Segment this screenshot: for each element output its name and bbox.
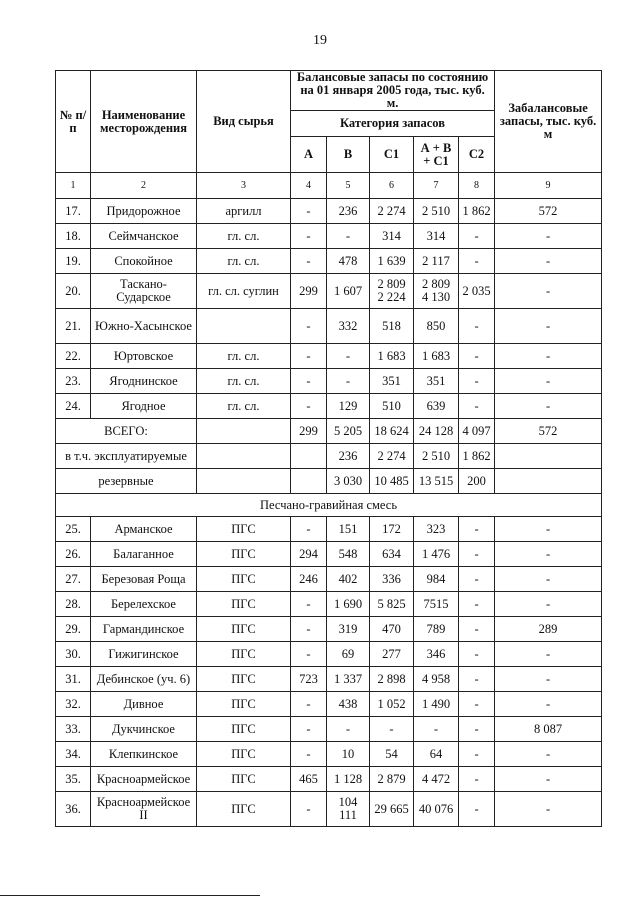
column-index: 6 [370, 173, 414, 199]
reserve-b: 151 [327, 517, 370, 542]
summary-a [291, 469, 327, 494]
header-deposit-name: Наименование месторождения [91, 71, 197, 173]
reserve-c1: 510 [370, 394, 414, 419]
reserve-c2: - [459, 517, 495, 542]
summary-section [56, 419, 602, 494]
row-number: 17. [56, 199, 91, 224]
deposit-name: Южно-Хасынское [91, 309, 197, 344]
reserve-abc1: 40 076 [414, 792, 459, 827]
deposit-name: Красноармейское II [91, 792, 197, 827]
table-row [56, 394, 602, 419]
material-type: ПГС [197, 642, 291, 667]
deposit-name: Сеймчанское [91, 224, 197, 249]
summary-b: 5 205 [327, 419, 370, 444]
reserve-c1: 29 665 [370, 792, 414, 827]
deposit-name: Юртовское [91, 344, 197, 369]
material-type: ПГС [197, 567, 291, 592]
deposit-name: Красноармейское [91, 767, 197, 792]
table-row [56, 617, 602, 642]
deposit-name: Придорожное [91, 199, 197, 224]
summary-abc1: 2 510 [414, 444, 459, 469]
header-cat-c2: С2 [459, 137, 495, 173]
table-row [56, 742, 602, 767]
material-type: ПГС [197, 792, 291, 827]
deposit-name: Дукчинское [91, 717, 197, 742]
header-cat-b: В [327, 137, 370, 173]
row-number: 22. [56, 344, 91, 369]
off-balance-reserve: - [495, 249, 602, 274]
summary-off-balance [495, 469, 602, 494]
deposit-name: Балаганное [91, 542, 197, 567]
summary-empty-cell [197, 444, 291, 469]
reserve-b: 1 607 [327, 274, 370, 309]
header-num: № п/п [56, 71, 91, 173]
reserve-c1: 2 274 [370, 199, 414, 224]
summary-abc1: 13 515 [414, 469, 459, 494]
table-row [56, 274, 602, 309]
table-row [56, 692, 602, 717]
material-type: ПГС [197, 717, 291, 742]
reserve-c1: 5 825 [370, 592, 414, 617]
reserve-c2: - [459, 249, 495, 274]
off-balance-reserve: 572 [495, 199, 602, 224]
reserve-c1: 1 683 [370, 344, 414, 369]
column-index: 7 [414, 173, 459, 199]
reserve-c2: - [459, 642, 495, 667]
row-number: 33. [56, 717, 91, 742]
reserve-c1: 277 [370, 642, 414, 667]
reserve-b: 438 [327, 692, 370, 717]
off-balance-reserve: - [495, 542, 602, 567]
reserve-abc1: 1 476 [414, 542, 459, 567]
row-number: 18. [56, 224, 91, 249]
reserve-abc1: 323 [414, 517, 459, 542]
summary-c1: 2 274 [370, 444, 414, 469]
material-type: аргилл [197, 199, 291, 224]
table-row [56, 199, 602, 224]
off-balance-reserve: - [495, 592, 602, 617]
reserve-abc1: - [414, 717, 459, 742]
table-row [56, 792, 602, 827]
footer-rule [0, 895, 260, 896]
reserve-abc1: 984 [414, 567, 459, 592]
reserve-c2: - [459, 309, 495, 344]
reserve-c1: 1 639 [370, 249, 414, 274]
header-cat-a: А [291, 137, 327, 173]
material-type: гл. сл. [197, 394, 291, 419]
reserve-a: - [291, 199, 327, 224]
reserve-a: - [291, 224, 327, 249]
table-row [56, 767, 602, 792]
reserve-a: 299 [291, 274, 327, 309]
off-balance-reserve: - [495, 309, 602, 344]
summary-empty-cell [197, 419, 291, 444]
reserve-abc1: 789 [414, 617, 459, 642]
column-index: 9 [495, 173, 602, 199]
reserve-c1: 336 [370, 567, 414, 592]
summary-c2: 200 [459, 469, 495, 494]
reserve-b: 69 [327, 642, 370, 667]
reserve-a: - [291, 394, 327, 419]
summary-c1: 18 624 [370, 419, 414, 444]
off-balance-reserve: - [495, 369, 602, 394]
header-cat-abc1: А + В + С1 [414, 137, 459, 173]
material-type: ПГС [197, 767, 291, 792]
reserve-b: 236 [327, 199, 370, 224]
material-type: гл. сл. суглин [197, 274, 291, 309]
header-category: Категория запасов [291, 111, 495, 137]
off-balance-reserve: - [495, 792, 602, 827]
reserve-c2: 2 035 [459, 274, 495, 309]
table-row [56, 542, 602, 567]
reserve-a: - [291, 369, 327, 394]
deposit-name: Дивное [91, 692, 197, 717]
column-index: 4 [291, 173, 327, 199]
section-title: Песчано-гравийная смесь [56, 494, 602, 517]
reserve-a: - [291, 249, 327, 274]
reserve-c1: 54 [370, 742, 414, 767]
reserve-c2: 1 862 [459, 199, 495, 224]
table-row [56, 309, 602, 344]
material-type: ПГС [197, 517, 291, 542]
column-index: 5 [327, 173, 370, 199]
reserve-b: 104 111 [327, 792, 370, 827]
reserve-c1: 634 [370, 542, 414, 567]
reserve-c2: - [459, 717, 495, 742]
summary-off-balance [495, 444, 602, 469]
reserve-b: 478 [327, 249, 370, 274]
row-number: 25. [56, 517, 91, 542]
reserve-b: 402 [327, 567, 370, 592]
reserve-c1: - [370, 717, 414, 742]
deposit-name: Спокойное [91, 249, 197, 274]
reserve-b: 332 [327, 309, 370, 344]
reserve-b: 10 [327, 742, 370, 767]
reserve-b: - [327, 344, 370, 369]
reserve-abc1: 850 [414, 309, 459, 344]
reserve-abc1: 1 490 [414, 692, 459, 717]
reserve-a: - [291, 642, 327, 667]
row-number: 32. [56, 692, 91, 717]
material-type: ПГС [197, 742, 291, 767]
summary-row [56, 469, 602, 494]
summary-a [291, 444, 327, 469]
reserve-c2: - [459, 394, 495, 419]
reserve-c1: 172 [370, 517, 414, 542]
reserve-abc1: 314 [414, 224, 459, 249]
reserve-a: - [291, 517, 327, 542]
reserve-abc1: 2 809 4 130 [414, 274, 459, 309]
reserve-c2: - [459, 792, 495, 827]
summary-off-balance: 572 [495, 419, 602, 444]
reserve-c2: - [459, 692, 495, 717]
material-type: ПГС [197, 692, 291, 717]
reserve-a: - [291, 617, 327, 642]
reserve-c1: 351 [370, 369, 414, 394]
summary-label: резервные [56, 469, 197, 494]
reserve-a: - [291, 344, 327, 369]
table-row [56, 344, 602, 369]
row-number: 19. [56, 249, 91, 274]
off-balance-reserve: - [495, 692, 602, 717]
reserve-abc1: 7515 [414, 592, 459, 617]
table-row [56, 592, 602, 617]
reserve-a: - [291, 309, 327, 344]
material-type: гл. сл. [197, 369, 291, 394]
deposit-name: Ягоднинское [91, 369, 197, 394]
reserve-a: - [291, 717, 327, 742]
off-balance-reserve: - [495, 344, 602, 369]
table-row [56, 517, 602, 542]
reserve-a: - [291, 692, 327, 717]
summary-b: 3 030 [327, 469, 370, 494]
reserve-b: - [327, 717, 370, 742]
reserves-table [55, 70, 602, 827]
summary-b: 236 [327, 444, 370, 469]
column-index: 1 [56, 173, 91, 199]
row-number: 35. [56, 767, 91, 792]
row-number: 36. [56, 792, 91, 827]
reserve-c2: - [459, 742, 495, 767]
material-type: гл. сл. [197, 344, 291, 369]
reserve-b: 1 690 [327, 592, 370, 617]
reserve-c2: - [459, 617, 495, 642]
deposit-name: Дебинское (уч. 6) [91, 667, 197, 692]
off-balance-reserve: - [495, 224, 602, 249]
summary-c2: 1 862 [459, 444, 495, 469]
reserve-a: 723 [291, 667, 327, 692]
header-cat-c1: С1 [370, 137, 414, 173]
section-heading-row [56, 494, 602, 517]
reserve-c2: - [459, 667, 495, 692]
table-row [56, 642, 602, 667]
header-balance-reserves: Балансовые запасы по состоянию на 01 января 2005 года, тыс. куб. м. [291, 71, 495, 111]
summary-empty-cell [197, 469, 291, 494]
table-row [56, 369, 602, 394]
off-balance-reserve: - [495, 567, 602, 592]
reserve-b: - [327, 369, 370, 394]
off-balance-reserve: - [495, 517, 602, 542]
reserve-a: 246 [291, 567, 327, 592]
reserve-b: 129 [327, 394, 370, 419]
row-number: 30. [56, 642, 91, 667]
reserve-abc1: 2 510 [414, 199, 459, 224]
reserve-abc1: 2 117 [414, 249, 459, 274]
summary-c1: 10 485 [370, 469, 414, 494]
off-balance-reserve: - [495, 767, 602, 792]
reserve-c1: 314 [370, 224, 414, 249]
column-index: 2 [91, 173, 197, 199]
row-number: 34. [56, 742, 91, 767]
summary-abc1: 24 128 [414, 419, 459, 444]
summary-label: ВСЕГО: [56, 419, 197, 444]
reserve-a: - [291, 592, 327, 617]
column-index: 3 [197, 173, 291, 199]
header-material-type: Вид сырья [197, 71, 291, 173]
column-index: 8 [459, 173, 495, 199]
row-number: 24. [56, 394, 91, 419]
reserve-b: 1 337 [327, 667, 370, 692]
reserve-c2: - [459, 567, 495, 592]
table-row [56, 717, 602, 742]
material-type: ПГС [197, 542, 291, 567]
material-type: ПГС [197, 667, 291, 692]
reserve-c1: 2 879 [370, 767, 414, 792]
reserve-abc1: 346 [414, 642, 459, 667]
reserve-b: 1 128 [327, 767, 370, 792]
material-type: ПГС [197, 592, 291, 617]
reserve-b: 548 [327, 542, 370, 567]
row-number: 28. [56, 592, 91, 617]
summary-c2: 4 097 [459, 419, 495, 444]
reserve-abc1: 1 683 [414, 344, 459, 369]
reserve-b: 319 [327, 617, 370, 642]
reserve-c2: - [459, 224, 495, 249]
row-number: 23. [56, 369, 91, 394]
deposits-gravel-section [56, 517, 602, 827]
table-row [56, 567, 602, 592]
header-off-balance: Забалансовые запасы, тыс. куб. м [495, 71, 602, 173]
row-number: 21. [56, 309, 91, 344]
deposit-name: Арманское [91, 517, 197, 542]
reserve-c2: - [459, 592, 495, 617]
table-row [56, 224, 602, 249]
table-row [56, 667, 602, 692]
deposit-name: Гармандинское [91, 617, 197, 642]
reserve-c2: - [459, 344, 495, 369]
reserve-abc1: 64 [414, 742, 459, 767]
off-balance-reserve: - [495, 642, 602, 667]
reserve-c1: 2 898 [370, 667, 414, 692]
material-type: гл. сл. [197, 224, 291, 249]
reserve-c1: 518 [370, 309, 414, 344]
deposit-name: Ягодное [91, 394, 197, 419]
off-balance-reserve: 289 [495, 617, 602, 642]
summary-row [56, 419, 602, 444]
deposit-name: Клепкинское [91, 742, 197, 767]
deposits-clay-section [56, 199, 602, 419]
off-balance-reserve: - [495, 742, 602, 767]
summary-row [56, 444, 602, 469]
summary-a: 299 [291, 419, 327, 444]
reserve-a: 294 [291, 542, 327, 567]
off-balance-reserve: 8 087 [495, 717, 602, 742]
material-type [197, 309, 291, 344]
off-balance-reserve: - [495, 274, 602, 309]
reserve-a: - [291, 792, 327, 827]
row-number: 20. [56, 274, 91, 309]
reserve-c1: 1 052 [370, 692, 414, 717]
deposit-name: Березовая Роща [91, 567, 197, 592]
row-number: 27. [56, 567, 91, 592]
reserve-abc1: 4 472 [414, 767, 459, 792]
deposit-name: Гижигинское [91, 642, 197, 667]
row-number: 31. [56, 667, 91, 692]
reserve-c2: - [459, 767, 495, 792]
table-row [56, 249, 602, 274]
summary-label: в т.ч. эксплуатируемые [56, 444, 197, 469]
row-number: 26. [56, 542, 91, 567]
off-balance-reserve: - [495, 394, 602, 419]
reserve-c1: 470 [370, 617, 414, 642]
reserve-abc1: 639 [414, 394, 459, 419]
column-index-row [56, 173, 602, 199]
off-balance-reserve: - [495, 667, 602, 692]
deposit-name: Берелехское [91, 592, 197, 617]
page-number: 19 [313, 33, 327, 48]
material-type: гл. сл. [197, 249, 291, 274]
deposit-name: Таскано-Сударское [91, 274, 197, 309]
reserve-c2: - [459, 369, 495, 394]
material-type: ПГС [197, 617, 291, 642]
reserve-a: - [291, 742, 327, 767]
reserve-c2: - [459, 542, 495, 567]
reserve-abc1: 4 958 [414, 667, 459, 692]
reserve-c1: 2 809 2 224 [370, 274, 414, 309]
reserve-abc1: 351 [414, 369, 459, 394]
reserve-b: - [327, 224, 370, 249]
reserve-a: 465 [291, 767, 327, 792]
row-number: 29. [56, 617, 91, 642]
